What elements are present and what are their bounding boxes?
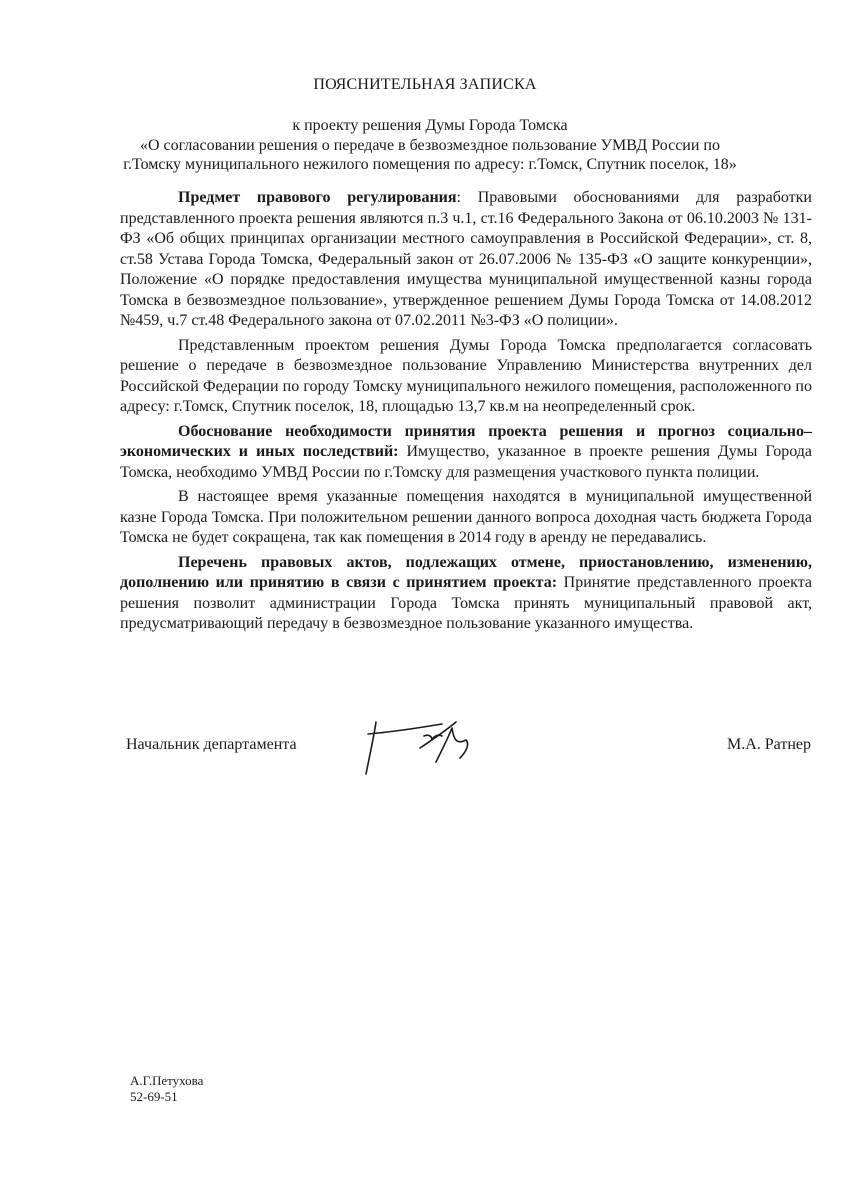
- author-phone: 52-69-51: [130, 1089, 178, 1104]
- document-footer: [130, 1073, 203, 1105]
- document-title: ПОЯСНИТЕЛЬНАЯ ЗАПИСКА: [313, 76, 537, 93]
- paragraph-heading: Предмет правового регулирования: [178, 189, 457, 206]
- paragraph-text: : Правовыми обоснованиями для разработки представленного проекта решения являются п.3 ч.1, ст.16 Федерального Закона от 06.10.2003 № 131-ФЗ «Об общих принципах организации местного самоуправления в Российской Федерации», ст. 8, ст.58 Устава Города Томска, Федеральный закон от 26.07.2006 № 135-ФЗ «О защите конкуренции», Положение «О порядке предоставления имущества муниципальной имущественной казны города Томска в безвозмездное пользование», утвержденное решением Думы Города Томска от 14.08.2012 №459, ч.7 ст.48 Федерального закона от 07.02.2011 №3-ФЗ «О полиции».: [120, 189, 812, 329]
- paragraph-justification: [120, 422, 812, 484]
- paragraph-legal-basis: [120, 188, 812, 332]
- handwritten-signature-icon: [362, 714, 492, 784]
- signatory-name: М.А. Ратнер: [726, 736, 811, 753]
- paragraph-heading: Обоснование необходимости принятия проекта решения и прогноз социально–экономических и иных последствий:: [120, 422, 812, 460]
- paragraph-heading: Перечень правовых актов, подлежащих отмене, приостановлению, изменению, дополнению или принятию в связи с принятием проекта:: [120, 553, 812, 591]
- document-subject: [110, 116, 750, 175]
- paragraph-proposal: [120, 336, 812, 418]
- paragraph-text: Представленным проектом решения Думы Города Томска предполагается согласовать решение о передаче в безвозмездное пользование Управлению Министерства внутренних дел Российской Федерации по городу Томску муниципального нежилого помещения, расположенного по адресу: г.Томск, Спутник поселок, 18, площадью 13,7 кв.м на неопределенный срок.: [120, 336, 812, 415]
- signature-block: [126, 736, 811, 796]
- subject-line-2: «О согласовании решения о передаче в безвозмездное пользование УМВД России по г.Томску муниципального нежилого помещения по адресу: г.Томск, Спутник поселок, 18»: [123, 136, 737, 173]
- paragraph-text: Имущество, указанное в проекте решения Думы Города Томска, необходимо УМВД России по г.Томску для размещения участкового пункта полиции.: [120, 443, 813, 481]
- paragraph-text: В настоящее время указанные помещения находятся в муниципальной имущественной казне Города Томска. При положительном решении данного вопроса доходная часть бюджета Города Томска не будет сокращена, так как помещения в 2014 году в аренду не передавались.: [120, 488, 812, 546]
- author-name: А.Г.Петухова: [130, 1073, 204, 1088]
- document-body: [120, 188, 812, 639]
- paragraph-text: Принятие представленного проекта решения позволит администрации Города Томска принять муниципальный правовой акт, предусматривающий передачу в безвозмездное пользование указанного имущества.: [120, 574, 813, 632]
- signatory-position: Начальник департамента: [126, 736, 297, 753]
- paragraph-budget: [120, 487, 812, 549]
- paragraph-acts-list: [120, 553, 812, 635]
- subject-line-1: к проекту решения Думы Города Томска: [292, 117, 568, 134]
